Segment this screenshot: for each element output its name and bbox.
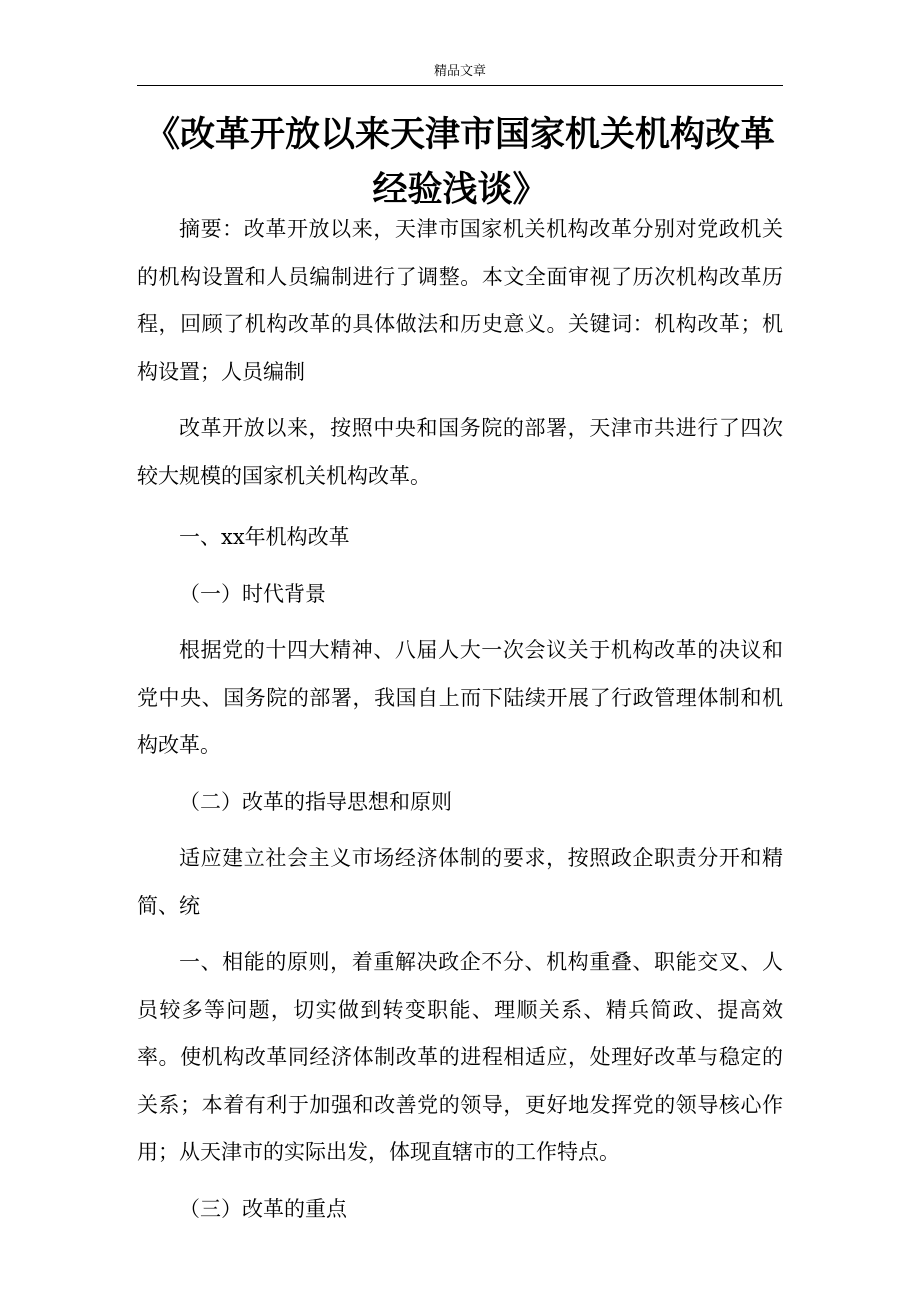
document-body <box>137 206 783 1233</box>
title-line-1: 《改革开放以来天津市国家机关机构改革 <box>144 115 775 155</box>
title-line-2: 经验浅谈》 <box>372 170 548 210</box>
principles-paragraph: 适应建立社会主义市场经济体制的要求，按照政企职责分开和精简、统 <box>137 846 783 918</box>
intro-paragraph: 改革开放以来，按照中央和国务院的部署，天津市共进行了四次较大规模的国家机关机构改革。 <box>137 416 783 488</box>
background-paragraph: 根据党的十四大精神、八届人大一次会议关于机构改革的决议和党中央、国务院的部署，我国自上而下陆续开展了行政管理体制和机构改革。 <box>137 638 783 757</box>
header-rule <box>137 85 783 86</box>
principles-continued-paragraph: 一、相能的原则，着重解决政企不分、机构重叠、职能交叉、人员较多等问题，切实做到转变职能、理顺关系、精兵简政、提高效率。使机构改革同经济体制改革的进程相适应，处理好改革与稳定的关系；本着有利于加强和改善党的领导，更好地发挥党的领导核心作用；从天津市的实际出发，体现直辖市的工作特点。 <box>137 950 783 1164</box>
document-title <box>137 108 783 218</box>
section-heading-1: 一、xx年机构改革 <box>179 525 350 549</box>
page-header: 精品文章 <box>433 64 486 79</box>
subsection-heading-2: （二）改革的指导思想和原则 <box>179 789 452 814</box>
subsection-heading-3: （三）改革的重点 <box>179 1196 347 1221</box>
subsection-heading-1: （一）时代背景 <box>179 581 326 606</box>
abstract-paragraph: 摘要：改革开放以来，天津市国家机关机构改革分别对党政机关的机构设置和人员编制进行了调整。本文全面审视了历次机构改革历程，回顾了机构改革的具体做法和历史意义。关键词：机构改革；机构设置；人员编制 <box>137 217 783 384</box>
